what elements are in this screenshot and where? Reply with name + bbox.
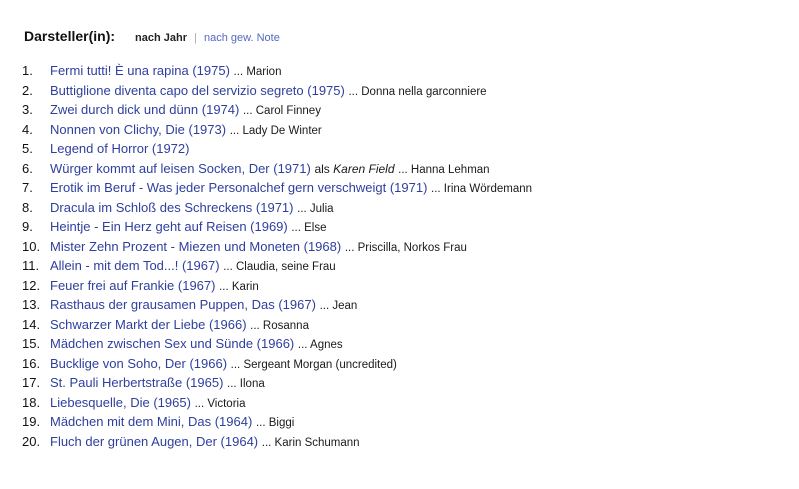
list-item-number: 11. (22, 258, 40, 273)
list-item (22, 432, 532, 452)
role-name: ... Carol Finney (242, 105, 321, 117)
list-item-number: 20. (22, 433, 41, 449)
film-title-link[interactable]: Rasthaus der grausamen Puppen, Das (1967) (50, 297, 316, 312)
role-name: ... Hanna Lehman (398, 163, 490, 176)
list-item-number: 13. (22, 297, 41, 312)
list-item (22, 139, 532, 159)
list-item-number: 1. (22, 63, 33, 78)
film-title-link[interactable]: Nonnen von Clichy, Die (1973) (50, 121, 227, 137)
list-item (22, 256, 532, 276)
role-name: ... Karin (219, 280, 259, 293)
film-title-link[interactable]: Buttiglione diventa capo del servizio segreto (1975) (50, 82, 345, 98)
list-item-number: 7. (22, 180, 33, 195)
list-item (22, 334, 532, 354)
role-name: ... Agnes (297, 339, 343, 351)
list-item-number: 4. (22, 121, 33, 137)
role-name: ... Lady De Winter (229, 124, 322, 137)
filmography-list (22, 61, 532, 451)
role-name: ... Priscilla, Norkos Frau (344, 241, 467, 254)
role-name: ... Sergeant Morgan (uncredited) (230, 358, 397, 371)
list-item (22, 276, 532, 296)
list-item (22, 81, 532, 101)
film-title-link[interactable]: Dracula im Schloß des Schreckens (1971) (50, 199, 294, 215)
list-item-number: 18. (22, 394, 41, 410)
role-name: ... Victoria (194, 397, 246, 410)
film-title-link[interactable]: Zwei durch dick und dünn (1974) (50, 102, 240, 117)
list-item (22, 61, 532, 81)
film-title-link[interactable]: Allein - mit dem Tod...! (1967) (50, 258, 220, 273)
list-item-number: 19. (22, 414, 41, 429)
role-name: ... Karin Schumann (261, 436, 360, 449)
credited-as-prefix: als (314, 161, 330, 176)
list-item (22, 178, 532, 198)
list-item-number: 5. (22, 141, 33, 156)
sort-separator: | (194, 32, 197, 44)
list-item-number: 8. (22, 199, 33, 215)
role-name: ... Claudia, seine Frau (223, 261, 336, 273)
role-name: ... Biggi (255, 417, 295, 429)
film-title-link[interactable]: Mädchen mit dem Mini, Das (1964) (50, 414, 253, 429)
list-item (22, 159, 532, 179)
sort-options (135, 32, 280, 44)
list-item-number: 17. (22, 375, 41, 390)
film-title-link[interactable]: Fluch der grünen Augen, Der (1964) (50, 433, 259, 449)
role-name: ... Irina Wördemann (431, 183, 533, 195)
role-name: ... Rosanna (250, 319, 309, 332)
list-item-number: 2. (22, 82, 33, 98)
list-item-number: 12. (22, 277, 41, 293)
list-item (22, 315, 532, 335)
film-title-link[interactable]: Legend of Horror (1972) (50, 141, 190, 156)
sort-by-year: nach Jahr (135, 32, 187, 44)
list-item (22, 295, 532, 315)
film-title-link[interactable]: Erotik im Beruf - Was jeder Personalchef gern verschweigt (1971) (50, 180, 428, 195)
list-item-number: 6. (22, 160, 33, 176)
film-title-link[interactable]: St. Pauli Herbertstraße (1965) (50, 375, 224, 390)
film-title-link[interactable]: Bucklige von Soho, Der (1966) (50, 355, 228, 371)
film-title-link[interactable]: Würger kommt auf leisen Socken, Der (1971) (50, 160, 311, 176)
film-title-link[interactable]: Liebesquelle, Die (1965) (50, 394, 191, 410)
sort-by-rating-link[interactable]: nach gew. Note (203, 32, 280, 44)
film-title-link[interactable]: Heintje - Ein Herz geht auf Reisen (1969) (50, 219, 288, 234)
credited-as (314, 162, 394, 176)
credited-as-name: Karen Field (333, 161, 395, 176)
list-item (22, 217, 532, 237)
role-name: ... Else (291, 222, 327, 234)
list-item (22, 393, 532, 413)
section-header (24, 28, 280, 44)
list-item (22, 120, 532, 140)
section-title: Darsteller(in): (24, 28, 116, 44)
list-item-number: 16. (22, 355, 41, 371)
role-name: ... Ilona (227, 378, 265, 390)
list-item-number: 3. (22, 102, 33, 117)
list-item (22, 198, 532, 218)
list-item (22, 100, 532, 120)
film-title-link[interactable]: Feuer frei auf Frankie (1967) (50, 277, 216, 293)
role-name: ... Donna nella garconniere (348, 85, 487, 98)
list-item-number: 15. (22, 336, 41, 351)
list-item (22, 237, 532, 257)
film-title-link[interactable]: Mädchen zwischen Sex und Sünde (1966) (50, 336, 295, 351)
film-title-link[interactable]: Fermi tutti! È una rapina (1975) (50, 63, 230, 78)
role-name: ... Julia (297, 202, 334, 215)
list-item (22, 373, 532, 393)
role-name: ... Jean (319, 300, 358, 312)
list-item (22, 354, 532, 374)
list-item-number: 14. (22, 316, 41, 332)
list-item (22, 412, 532, 432)
role-name: ... Marion (233, 66, 282, 78)
film-title-link[interactable]: Mister Zehn Prozent - Miezen und Moneten (1968) (50, 238, 342, 254)
list-item-number: 10. (22, 238, 41, 254)
list-item-number: 9. (22, 219, 33, 234)
film-title-link[interactable]: Schwarzer Markt der Liebe (1966) (50, 316, 247, 332)
